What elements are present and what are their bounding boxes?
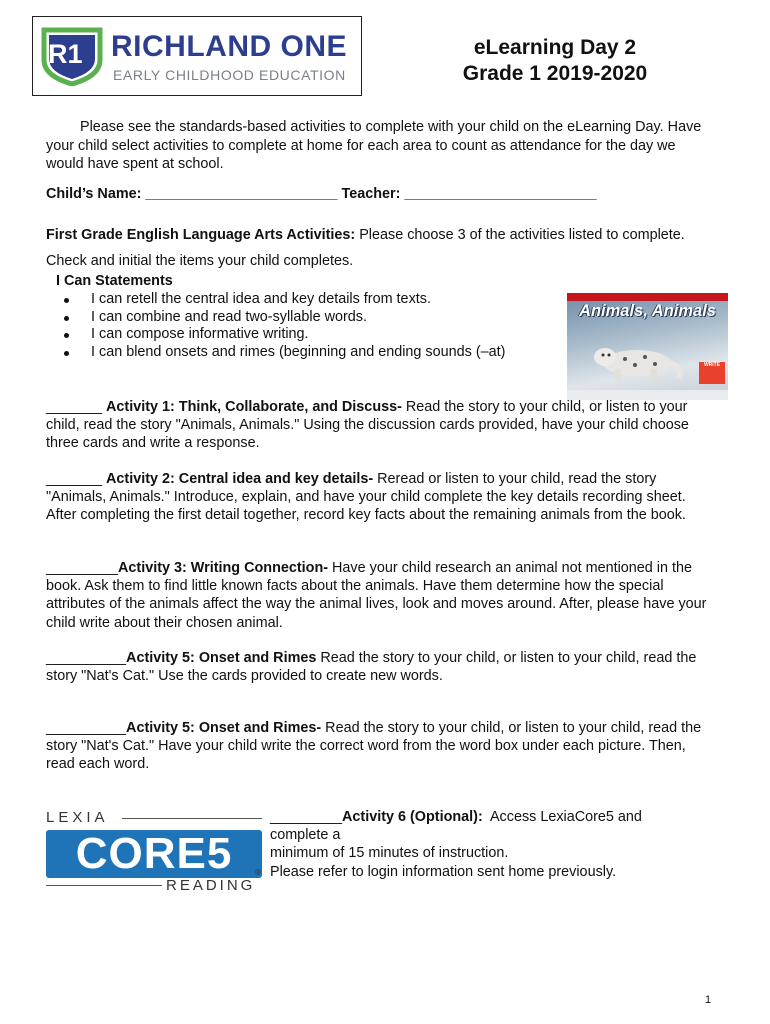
book-cover-image: [567, 293, 728, 400]
logo-district-name: RICHLAND ONE: [111, 30, 347, 63]
page-subtitle: Grade 1 2019-2020: [462, 62, 648, 85]
i-can-heading: I Can Statements: [56, 273, 173, 289]
activity-title: Activity 6 (Optional):: [342, 809, 483, 825]
i-can-statement: I can combine and read two-syllable words.: [91, 308, 367, 325]
snow-leopard-icon: [585, 337, 685, 383]
activity-title: Activity 1: Think, Collaborate, and Discuss-: [106, 399, 402, 415]
checkbox-blank[interactable]: _________: [46, 560, 119, 576]
i-can-statement: I can blend onsets and rimes (beginning and ending sounds (–at): [91, 343, 506, 360]
logo-mark: R1: [48, 39, 83, 69]
activity-text: Read the story to your child, or listen to your child, read the story "Animals, Animals." Using the discussion cards provided, have your child choose three cards and write a response.: [46, 399, 689, 452]
bullet-icon: [64, 316, 69, 321]
book-title: Animals, Animals: [579, 302, 716, 320]
ela-heading: First Grade English Language Arts Activities:: [46, 227, 356, 243]
lexia-word: LEXIA: [46, 809, 109, 826]
registered-mark: ®: [255, 868, 261, 877]
activity-5b: [46, 719, 716, 774]
page-title: eLearning Day 2: [473, 36, 637, 59]
activity-3: [46, 559, 716, 632]
activity-1: [46, 398, 716, 453]
activity-2: [46, 470, 716, 525]
activity-text: Have your child research an animal not mentioned in the book. Ask them to find little known facts about the animals. Have them determine how the special attributes of the animals affect the way the animal lives, look and moves around. After, please have your child write about their chosen animal.: [46, 560, 707, 631]
lexia-reading-word: READING: [166, 877, 256, 894]
logo-subtitle: EARLY CHILDHOOD EDUCATION: [113, 67, 346, 83]
list-item: [64, 309, 505, 327]
teacher-field[interactable]: Teacher: ________________________: [341, 186, 597, 202]
bullet-icon: [64, 298, 69, 303]
activity-6: [270, 808, 700, 881]
name-fields: [46, 186, 736, 202]
activity-text: minimum of 15 minutes of instruction.: [270, 845, 509, 862]
i-can-statement: I can retell the central idea and key details from texts.: [91, 291, 431, 307]
i-can-list: [64, 291, 505, 361]
list-item: [64, 344, 505, 362]
checkbox-blank[interactable]: __________: [46, 650, 127, 666]
activity-text: Access LexiaCore5 and: [482, 809, 642, 825]
activity-title: Activity 2: Central idea and key details-: [106, 471, 374, 487]
activity-title: Activity 5: Onset and Rimes-: [126, 720, 322, 736]
i-can-statement: I can compose informative writing.: [91, 326, 309, 343]
district-logo: [32, 16, 362, 96]
ela-text: Please choose 3 of the activities listed to complete. Check and initial the items your child completes.: [46, 227, 685, 269]
activity-title: Activity 5: Onset and Rimes: [126, 650, 317, 666]
checkbox-blank[interactable]: _______: [46, 471, 107, 487]
activity-text: Read the story to your child, or listen to your child, read the story "Nat's Cat." Use the cards provided to create new words.: [46, 650, 697, 685]
activity-text: complete a: [270, 827, 341, 844]
bullet-icon: [64, 351, 69, 356]
checkbox-blank[interactable]: __________: [46, 720, 127, 736]
activity-title: Activity 3: Writing Connection-: [118, 560, 329, 576]
checkbox-blank[interactable]: _______: [46, 399, 107, 415]
activity-text: Please refer to login information sent home previously.: [270, 863, 617, 880]
intro-paragraph: [46, 118, 706, 174]
activity-text: Reread or listen to your child, read the story "Animals, Animals." Introduce, explain, and have your child complete the key details recording sheet. After completing the first detail together, record key facts about the remaining animals from the book.: [46, 471, 686, 524]
checkbox-blank[interactable]: _________: [270, 809, 343, 825]
book-badge: [699, 362, 725, 384]
book-banner: [567, 293, 728, 301]
activity-5a: [46, 649, 716, 685]
activity-text: Read the story to your child, or listen to your child, read the story "Nat's Cat." Have your child write the correct word from the word box under each picture. Then, read each word.: [46, 720, 702, 773]
core5-text: CORE5: [75, 829, 233, 878]
bullet-icon: [64, 333, 69, 338]
lexia-divider: [122, 818, 262, 819]
list-item: [64, 291, 505, 309]
lexia-divider: [46, 885, 162, 886]
core5-logo: [46, 830, 262, 878]
ela-instructions: [46, 222, 726, 274]
list-item: [64, 326, 505, 344]
child-name-field[interactable]: Child’s Name: ________________________: [46, 186, 338, 202]
intro-text: Please see the standards-based activities to complete with your child on the eLearning Day. Have your child select activities to complete at home for each area to count as attendance for the day we would have spent at school.: [46, 119, 702, 173]
book-badge-text: WRITE: [703, 362, 721, 368]
page-number: 1: [705, 994, 712, 1006]
